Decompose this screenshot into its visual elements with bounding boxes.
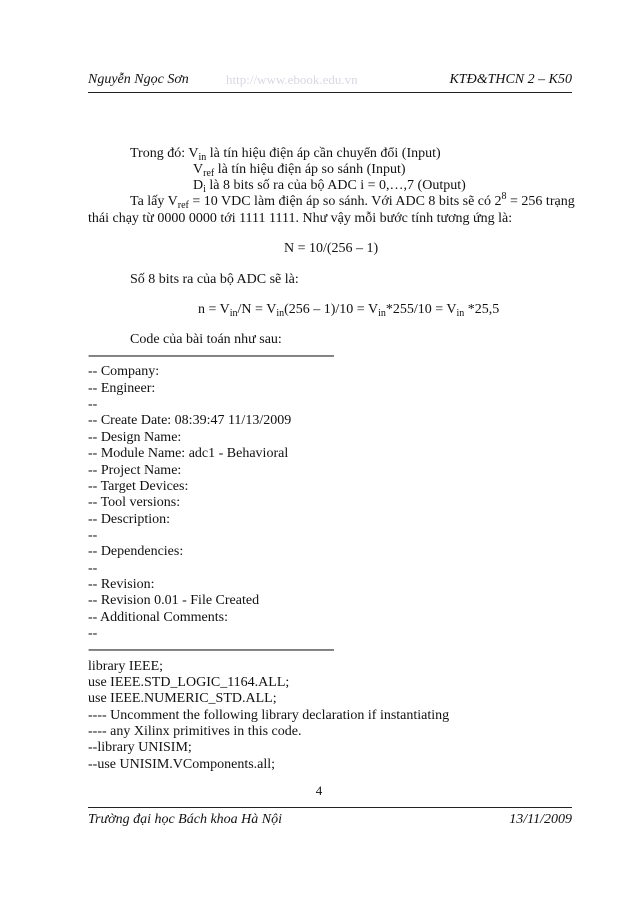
code-line: -- Engineer: bbox=[88, 380, 156, 396]
header-course: KTĐ&THCN 2 – K50 bbox=[449, 72, 572, 87]
code-line: -- Revision: bbox=[88, 576, 155, 592]
footer-school: Trường đại học Bách khoa Hà Nội bbox=[88, 812, 282, 827]
code-line: -- Module Name: adc1 - Behavioral bbox=[88, 446, 289, 462]
code-line: use IEEE.STD_LOGIC_1164.ALL; bbox=[88, 675, 290, 690]
vin-definition: Trong đó: $V_{in}$ là tín hiệu điện áp cần chuyển đổi (Input) bbox=[130, 146, 441, 163]
footer-date: 13/11/2009 bbox=[509, 812, 572, 827]
footer-rule bbox=[88, 807, 572, 808]
code-line: -- Revision 0.01 - File Created bbox=[88, 593, 260, 609]
page-number: 4 bbox=[315, 783, 323, 798]
code-line: -- Company: bbox=[88, 364, 160, 380]
code-line: -- Target Devices: bbox=[88, 478, 189, 494]
code-line: -------------------------------------------------------------------------------- bbox=[88, 348, 333, 363]
code-line: -- Additional Comments: bbox=[88, 609, 228, 625]
page-footer bbox=[88, 812, 572, 828]
code-line: -- bbox=[88, 560, 98, 576]
header-rule bbox=[88, 92, 572, 93]
code-line: -- Dependencies: bbox=[88, 544, 184, 560]
code-line: ---- any Xilinx primitives in this code. bbox=[88, 724, 302, 739]
vref-definition: $V_{ref}$ là tín hiệu điện áp so sánh (Input) bbox=[193, 162, 406, 179]
code-line: -- bbox=[88, 397, 98, 413]
code-line: -------------------------------------------------------------------------------- bbox=[88, 642, 333, 658]
formula-n-lowercase: $n = V_{in}/N = V_{in}(256 - 1)/10 = V_{in}*255/10 = V_{in}$ *25,5 bbox=[198, 302, 500, 319]
formula-n: N = 10/(256 – 1) bbox=[284, 241, 379, 256]
code-line: -- Description: bbox=[88, 511, 171, 527]
code-line: -- Project Name: bbox=[88, 462, 182, 478]
header-watermark-url: http://www.ebook.edu.vn bbox=[226, 72, 358, 87]
code-intro: Code của bài toán như sau: bbox=[130, 332, 282, 347]
code-line: -- bbox=[88, 527, 98, 543]
code-line: -- Design Name: bbox=[88, 429, 182, 445]
code-line: library IEEE; bbox=[88, 658, 164, 674]
page-header bbox=[88, 72, 572, 90]
bits-output-line: Số 8 bits ra của bộ ADC sẽ là: bbox=[130, 272, 299, 287]
code-line: ---- Uncomment the following library declaration if instantiating bbox=[88, 707, 450, 723]
code-line: --library UNISIM; bbox=[88, 740, 192, 756]
states-line: thái chạy từ 0000 0000 tới 1111 1111. Như vậy mỗi bước tính tương ứng là: bbox=[88, 211, 513, 226]
code-line: -- bbox=[88, 626, 98, 641]
code-line: --use UNISIM.VComponents.all; bbox=[88, 756, 276, 772]
code-line: -- Tool versions: bbox=[88, 495, 181, 511]
code-line: -- Create Date: 08:39:47 11/13/2009 bbox=[88, 413, 292, 429]
header-author: Nguyễn Ngọc Sơn bbox=[88, 72, 189, 87]
di-definition: $D_i$ là 8 bits số ra của bộ ADC i = 0,…,7 (Output) bbox=[193, 178, 466, 195]
code-line: use IEEE.NUMERIC_STD.ALL; bbox=[88, 691, 277, 707]
take-vref-line: Ta lấy $V_{ref} = 10$ VDC làm điện áp so sánh. Với ADC 8 bits sẽ có $2^8 = 256$ trạng bbox=[130, 191, 575, 211]
